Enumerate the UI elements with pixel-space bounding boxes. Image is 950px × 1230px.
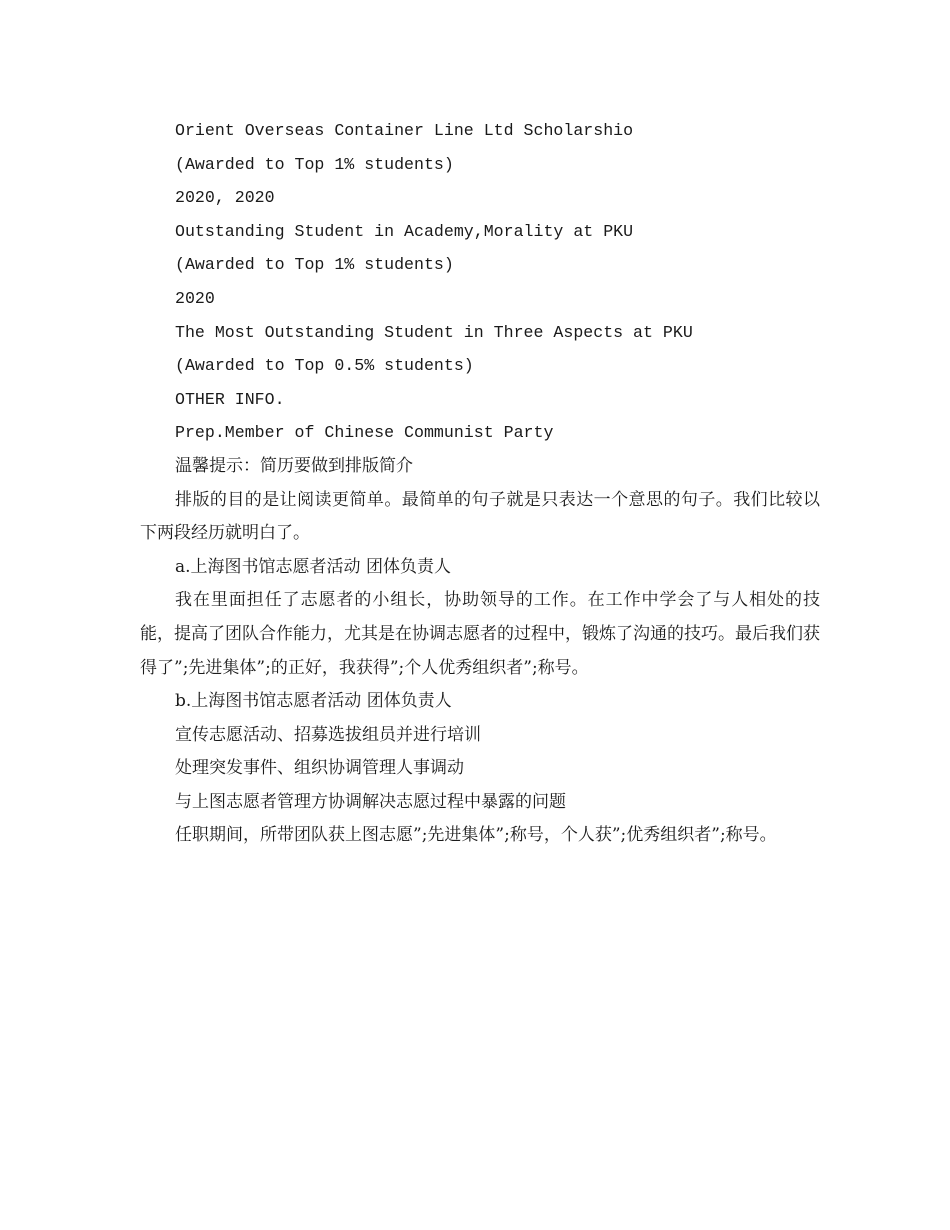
award-title-1: Orient Overseas Container Line Ltd Scholarshio xyxy=(175,121,634,140)
example-a-title: a.上海图书馆志愿者活动 团体负责人 xyxy=(175,556,451,577)
document-body xyxy=(140,114,820,853)
tip-heading: 温馨提示：简历要做到排版简介 xyxy=(175,455,413,476)
example-b-title: b.上海图书馆志愿者活动 团体负责人 xyxy=(175,691,452,712)
other-info-item: Prep.Member of Chinese Communist Party xyxy=(175,423,554,443)
tip-intro: 排版的目的是让阅读更简单。最简单的句子就是只表达一个意思的句子。我们比较以下两段经历就明白了。 xyxy=(140,489,820,544)
award-note-1: (Awarded to Top 1% students) xyxy=(175,154,454,174)
award-year-2: 2020, 2020 xyxy=(175,188,275,208)
example-b-summary: 任职期间，所带团队获上图志愿”;先进集体”;称号，个人获”;优秀组织者”;称号。 xyxy=(175,825,777,846)
award-title-2: Outstanding Student in Academy,Morality at PKU xyxy=(175,221,634,241)
award-year-3: 2020 xyxy=(175,288,215,308)
award-note-3: (Awarded to Top 0.5% students) xyxy=(175,356,474,376)
award-title-3: The Most Outstanding Student in Three Aspects at PKU xyxy=(175,322,693,342)
other-info-heading: OTHER INFO. xyxy=(175,389,285,409)
example-b-item-3: 与上图志愿者管理方协调解决志愿过程中暴露的问题 xyxy=(175,791,566,812)
example-b-item-1: 宣传志愿活动、招募选拔组员并进行培训 xyxy=(175,724,481,745)
award-note-2: (Awarded to Top 1% students) xyxy=(175,255,454,275)
example-a-body: 我在里面担任了志愿者的小组长，协助领导的工作。在工作中学会了与人相处的技能，提高了团队合作能力，尤其是在协调志愿者的过程中，锻炼了沟通的技巧。最后我们获得了”;先进集体”;的正好，我获得”;个人优秀组织者”;称号。 xyxy=(140,590,820,678)
example-b-item-2: 处理突发事件、组织协调管理人事调动 xyxy=(175,758,464,779)
